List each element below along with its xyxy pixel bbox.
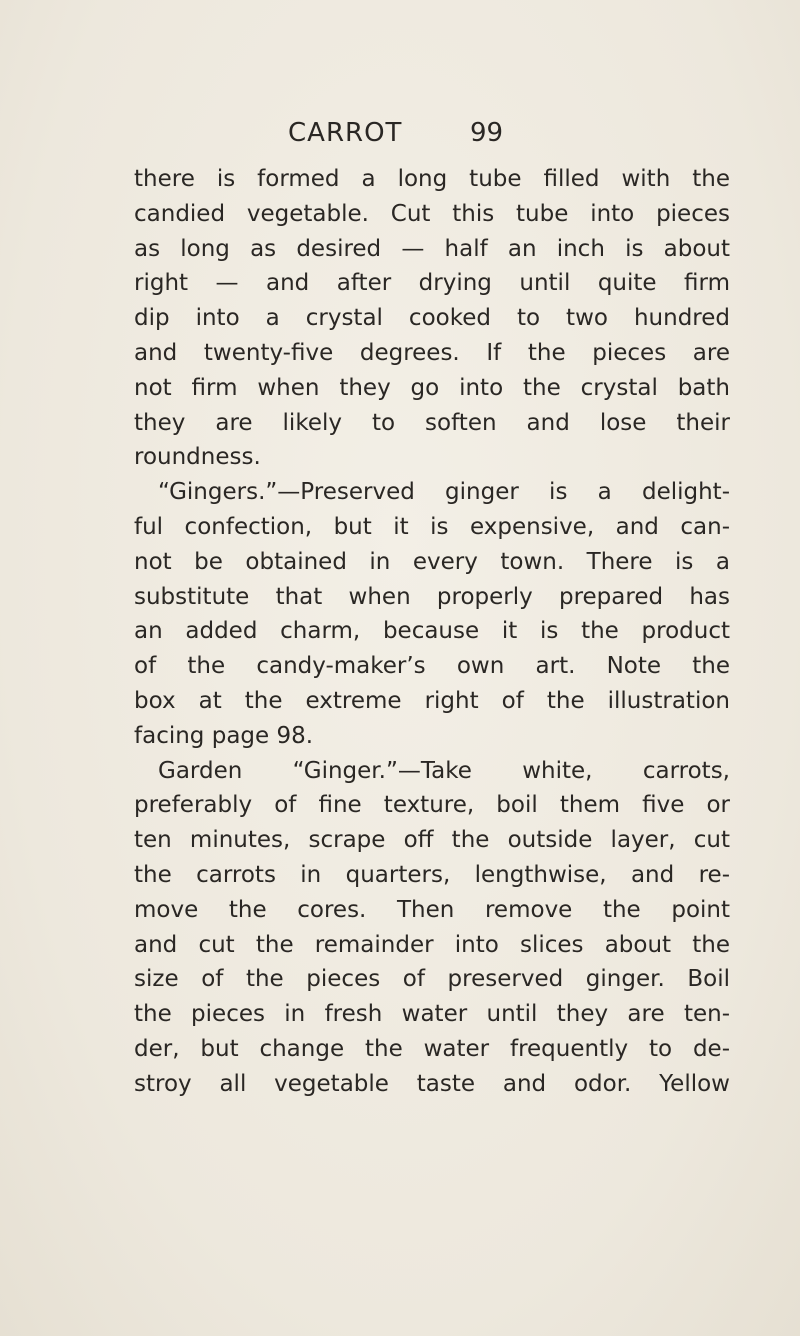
text-line: ten minutes, scrape off the outside layer, cut: [134, 827, 730, 854]
text-line: right — and after drying until quite firm: [134, 270, 730, 297]
text-line: roundness.: [134, 444, 261, 471]
text-line: of the candy-maker’s own art. Note the: [134, 653, 730, 680]
text-line: not be obtained in every town. There is a: [134, 548, 730, 575]
text-line: as long as desired — half an inch is about: [134, 235, 730, 262]
text-line: Garden “Ginger.”—Take white, carrots,: [158, 757, 730, 784]
text-line: and twenty-five degrees. If the pieces are: [134, 339, 730, 366]
text-line: der, but change the water frequently to de-: [134, 1035, 730, 1062]
text-line: candied vegetable. Cut this tube into pieces: [134, 200, 730, 227]
chapter-title: CARROT: [288, 118, 403, 148]
text-line: preferably of fine texture, boil them five or: [134, 792, 730, 819]
text-line: the pieces in fresh water until they are ten-: [134, 1001, 730, 1028]
text-line: there is formed a long tube filled with the: [134, 166, 730, 192]
text-line: ful confection, but it is expensive, and can-: [134, 513, 730, 540]
text-line: the carrots in quarters, lengthwise, and re-: [134, 861, 730, 888]
text-line: box at the extreme right of the illustration: [134, 687, 730, 714]
page-number: 99: [470, 118, 504, 148]
text-line: move the cores. Then remove the point: [134, 896, 730, 923]
text-line: size of the pieces of preserved ginger. Boil: [134, 966, 730, 993]
body-text: [134, 162, 730, 1102]
text-line: “Gingers.”—Preserved ginger is a delight-: [158, 479, 730, 506]
text-line: not firm when they go into the crystal bath: [134, 374, 730, 401]
text-line: and cut the remainder into slices about the: [134, 931, 730, 958]
running-head: [0, 118, 800, 158]
text-line: facing page 98.: [134, 722, 314, 749]
text-line: an added charm, because it is the product: [134, 618, 730, 645]
text-line: substitute that when properly prepared has: [134, 583, 730, 610]
text-line: stroy all vegetable taste and odor. Yellow: [134, 1070, 730, 1097]
text-line: dip into a crystal cooked to two hundred: [134, 305, 730, 332]
text-line: they are likely to soften and lose their: [134, 409, 730, 436]
